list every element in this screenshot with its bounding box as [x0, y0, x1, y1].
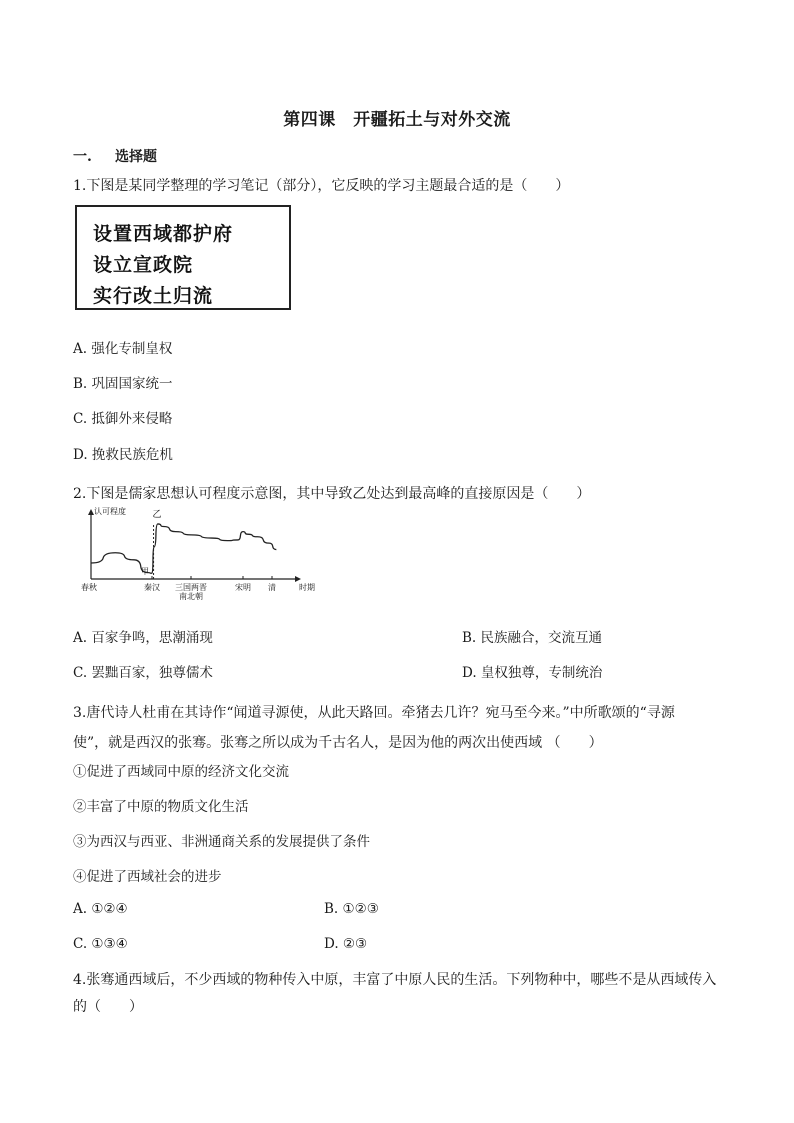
q2-option-a[interactable]: A. 百家争鸣，思潮涌现 — [73, 630, 213, 646]
q1-stem: 1.下图是某同学整理的学习笔记（部分），它反映的学习主题最合适的是（ ） — [73, 178, 570, 194]
q1-option-b[interactable]: B. 巩固国家统一 — [73, 376, 173, 392]
q3-statement-4: ④促进了西域社会的进步 — [73, 869, 222, 885]
x-axis-label: 时期 — [299, 583, 315, 592]
section-header — [73, 146, 157, 166]
annotation-yi: 乙 — [152, 510, 162, 520]
q1-option-c[interactable]: C. 抵御外来侵略 — [73, 411, 173, 427]
x-tick-label: 春秋 — [81, 583, 97, 592]
q2-stem: 2.下图是儒家思想认可程度示意图，其中导致乙处达到最高峰的直接原因是（ ） — [73, 486, 591, 502]
x-axis-arrow — [295, 576, 301, 582]
annotation-jia: 甲 — [141, 567, 149, 576]
x-tick-label: 宋明 — [235, 583, 251, 592]
q3-statement-3: ③为西汉与西亚、非洲通商关系的发展提供了条件 — [73, 834, 370, 850]
y-axis-label: 认可程度 — [94, 507, 126, 516]
q2-chart — [73, 507, 333, 607]
x-tick-label: 南北朝 — [179, 592, 203, 601]
q1-option-d[interactable]: D. 挽救民族危机 — [73, 447, 173, 463]
q2-option-d[interactable]: D. 皇权独尊，专制统治 — [462, 665, 603, 681]
q3-stem-line-1: 3.唐代诗人杜甫在其诗作“闻道寻源使，从此天路回。牵猪去几许？宛马至今来。”中所歌颂的“寻源 — [73, 705, 675, 721]
q1-note-box — [75, 205, 291, 310]
q4-stem-line-1: 4.张骞通西域后，不少西域的物种传入中原，丰富了中原人民的生活。下列物种中，哪些不是从西域传入 — [73, 972, 717, 988]
q3-option-b[interactable]: B. ①②③ — [324, 901, 379, 917]
q1-note-line: 设立宣政院 — [93, 254, 194, 276]
q3-option-c[interactable]: C. ①③④ — [73, 936, 128, 952]
q3-option-a[interactable]: A. ①②④ — [73, 901, 128, 917]
q3-statement-1: ①促进了西域同中原的经济文化交流 — [73, 764, 289, 780]
q1-option-a[interactable]: A. 强化专制皇权 — [73, 341, 173, 357]
page-title: 第四课 开疆拓土与对外交流 — [283, 110, 511, 130]
q3-stem-line-2: 使”，就是西汉的张骞。张骞之所以成为千古名人，是因为他的两次出使西域 （ ） — [73, 735, 603, 751]
q3-option-d[interactable]: D. ②③ — [324, 936, 368, 952]
q1-note-line: 设置西域都护府 — [93, 223, 234, 245]
series-line — [91, 524, 276, 573]
q4-stem-line-2: 的（ ） — [73, 999, 143, 1015]
x-tick-label: 三国两晋 — [175, 583, 207, 592]
q3-statement-2: ②丰富了中原的物质文化生活 — [73, 799, 249, 815]
section-label: 选择题 — [115, 149, 157, 165]
q1-note-line: 实行改土归流 — [93, 285, 214, 307]
q2-option-c[interactable]: C. 罢黜百家，独尊儒术 — [73, 665, 213, 681]
x-tick-label: 秦汉 — [144, 583, 160, 592]
x-tick-label: 清 — [268, 583, 276, 592]
q2-option-b[interactable]: B. 民族融合，交流互通 — [462, 630, 603, 646]
section-number: 一. — [73, 149, 92, 165]
